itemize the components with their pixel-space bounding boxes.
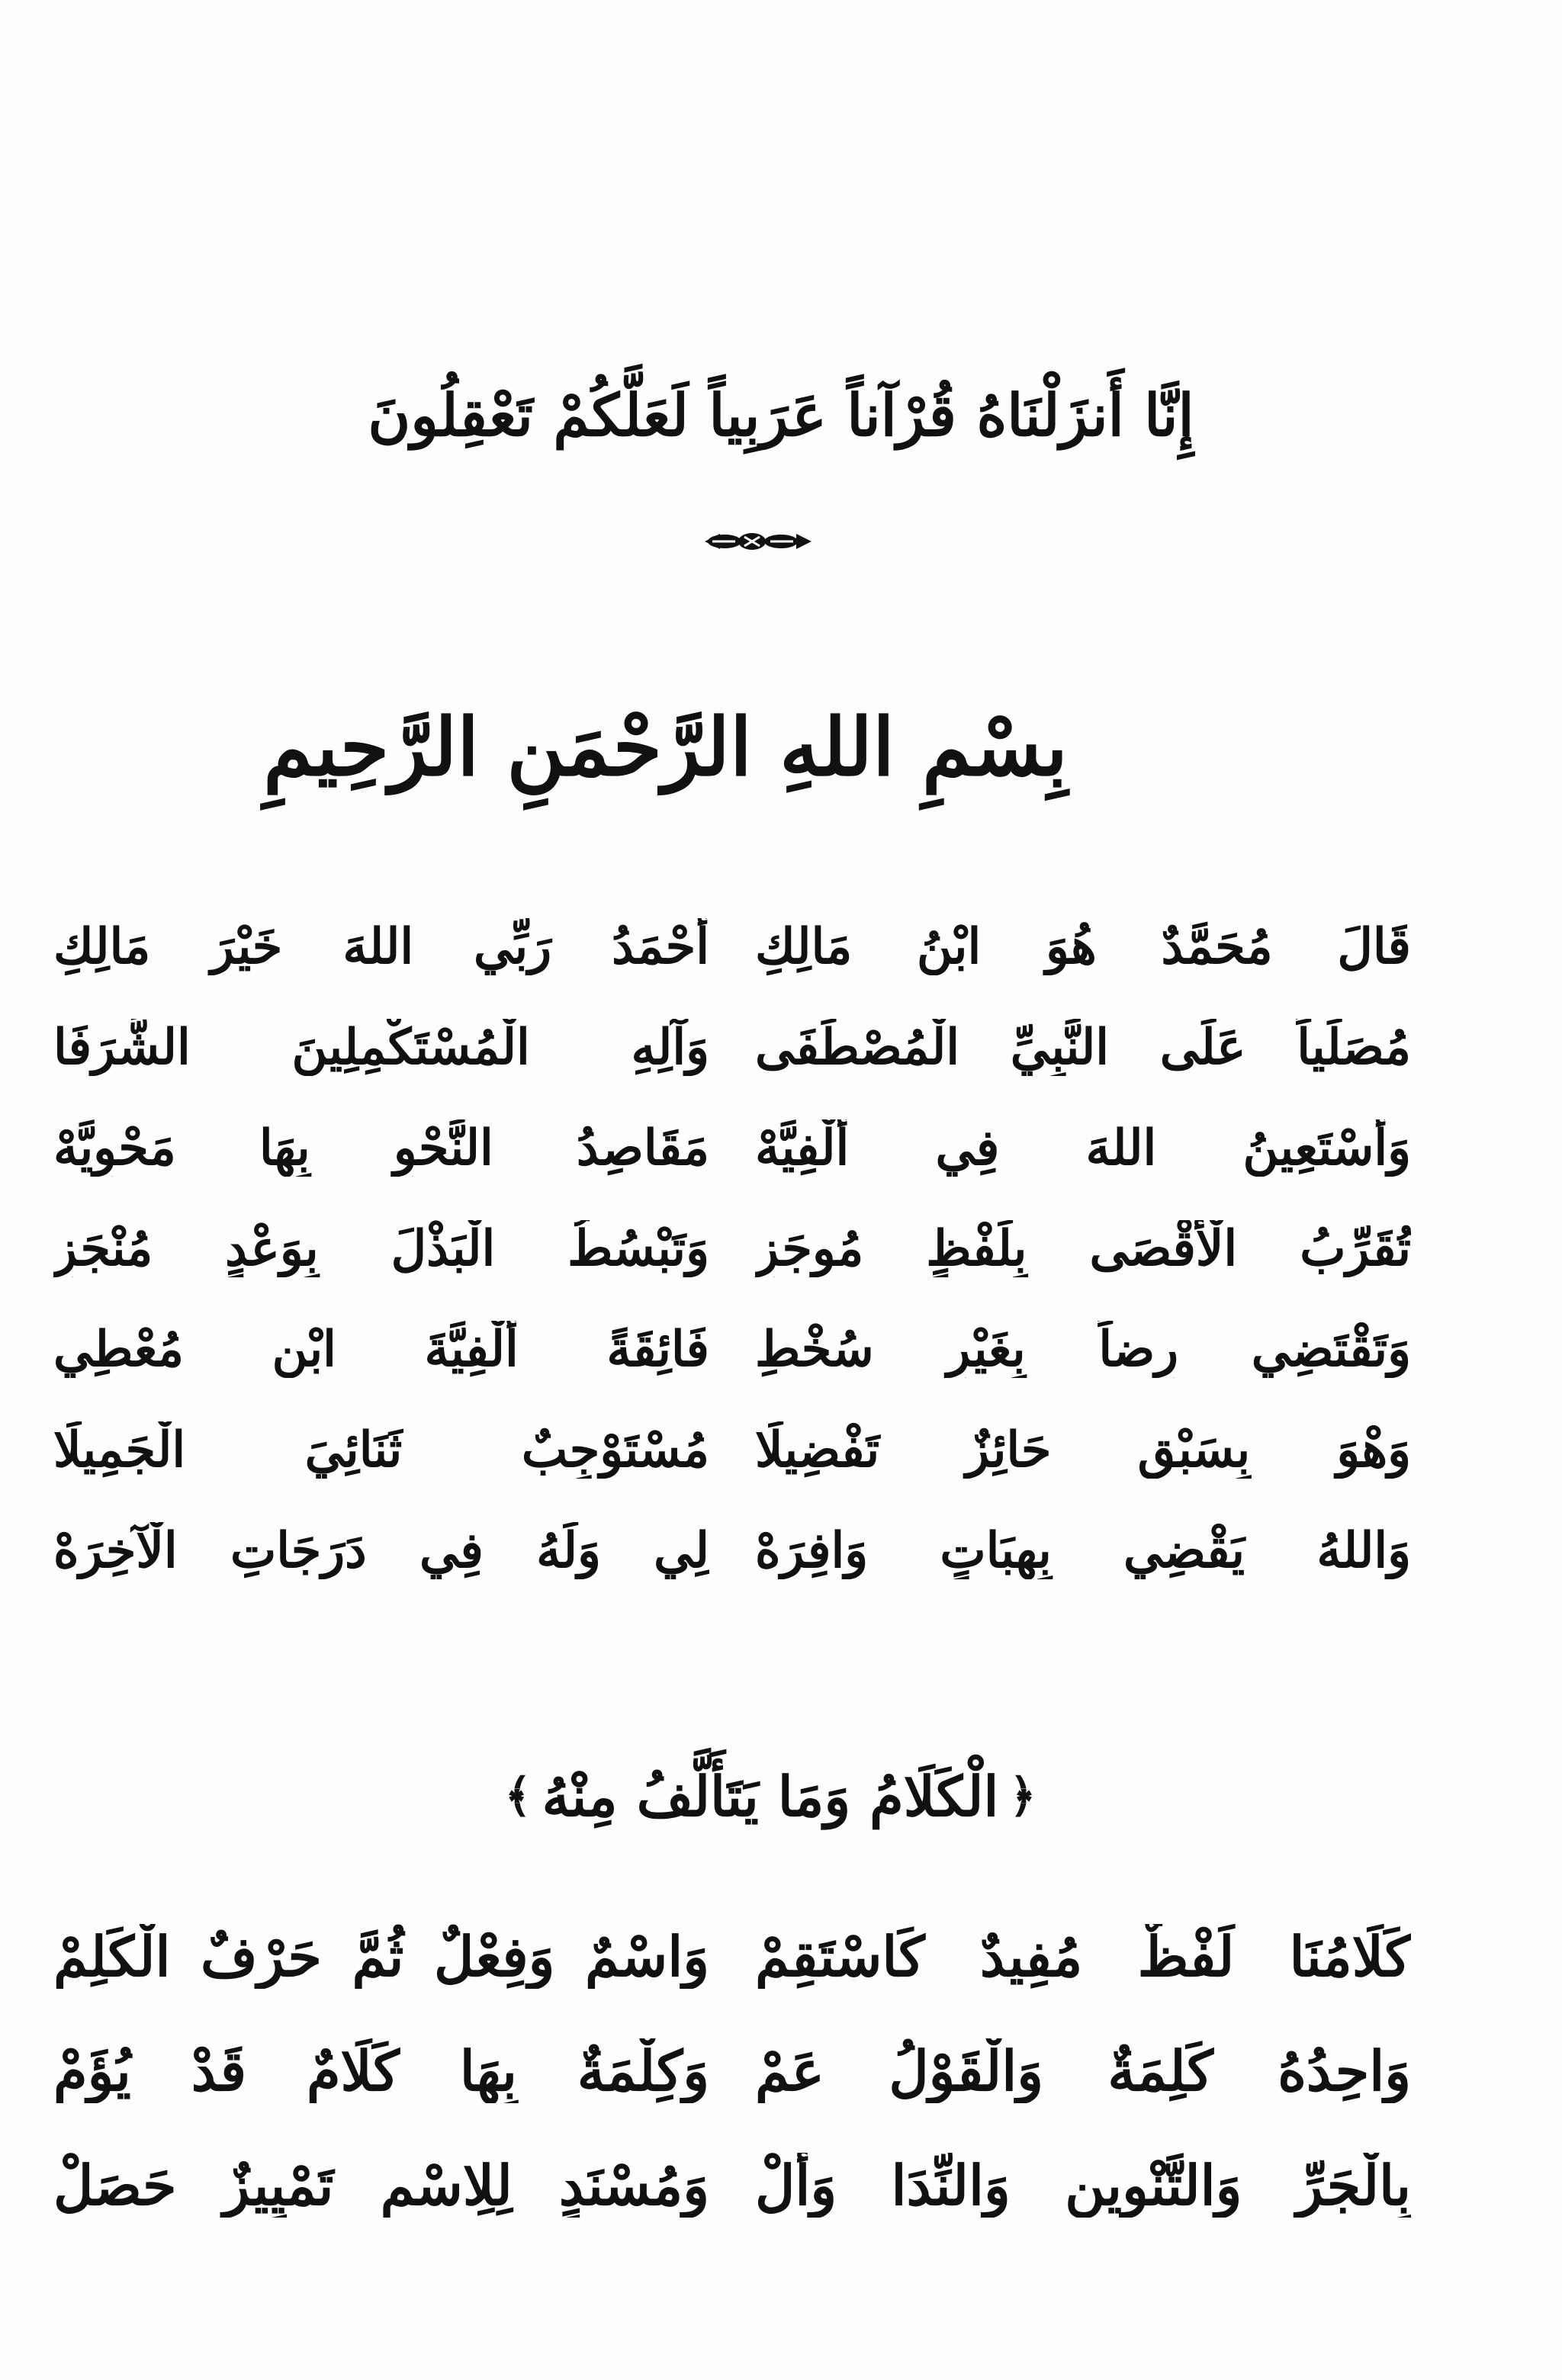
verse-line (53, 1198, 1411, 1299)
verse-first-hemistich: وَاحِدُهُ كَلِمَةٌ وَالْقَوْلُ عَمْ (755, 2038, 1411, 2103)
verse-first-hemistich: كَلَامُنَا لَفْظٌ مُفِيدٌ كَاسْتَقِمْ (755, 1923, 1411, 1989)
verse-first-hemistich: بِالْجَرِّ وَالتَّنْوِينِ وَالنِّدَا وَأَلْ (755, 2152, 1411, 2218)
verse-second-hemistich: مُسْتَوْجِبٌ ثَنَائِيَ الْجَمِيلَا (53, 1421, 709, 1479)
opening-verses (53, 896, 1411, 1601)
ornate-bracket-open-icon: ﴿ (1009, 1769, 1037, 1823)
section-verses (53, 1899, 1411, 2242)
verse-first-hemistich: مُصَلِّياً عَلَى النَّبِيِّ الْمُصْطَفَى (755, 1018, 1411, 1076)
leaf-ornament-icon (705, 525, 812, 558)
quran-verse-heading: إِنَّا أَنزَلْنَاهُ قُرْآناً عَرَبِياً لَعَلَّكُمْ تَعْقِلُونَ (368, 381, 1194, 449)
verse-line (53, 1899, 1411, 2013)
verse-line (53, 2128, 1411, 2242)
verse-line (53, 997, 1411, 1097)
verse-second-hemistich: وَآلِهِ الْمُسْتَكْمِلِينَ الشَّرَفَا (53, 1018, 709, 1076)
verse-second-hemistich: وَكِلْمَةٌ بِهَا كَلَامٌ قَدْ يُؤَمْ (53, 2038, 709, 2103)
verse-line (53, 1399, 1411, 1500)
verse-line (53, 1299, 1411, 1399)
ornate-bracket-close-icon: ﴾ (504, 1769, 532, 1823)
basmala-calligraphy: بِسْمِ اللهِ الرَّحْمَنِ الرَّحِيمِ (263, 700, 1068, 794)
verse-first-hemistich: تُقَرِّبُ الْأَقْصَى بِلَفْظٍ مُوجَزِ (755, 1219, 1411, 1277)
verse-second-hemistich: أَحْمَدُ رَبِّي اللهَ خَيْرَ مَالِكِ (53, 917, 709, 975)
verse-first-hemistich: وَأَسْتَعِينُ اللهَ فِي أَلْفِيَّهْ (755, 1119, 1411, 1177)
verse-first-hemistich: وَهْوَ بِسَبْقٍ حَائِزٌ تَفْضِيلَا (755, 1421, 1411, 1479)
section-heading (427, 1746, 1114, 1845)
verse-line (53, 896, 1411, 997)
verse-first-hemistich: وَاللهُ يَقْضِي بِهِبَاتٍ وَافِرَهْ (755, 1521, 1411, 1579)
verse-line (53, 1097, 1411, 1198)
verse-line (53, 1500, 1411, 1601)
verse-second-hemistich: فَائِقَةً أَلْفِيَّةَ ابْنِ مُعْطِي (53, 1320, 709, 1378)
verse-second-hemistich: لِي وَلَهُ فِي دَرَجَاتِ الْآخِرَهْ (53, 1521, 709, 1579)
section-title: الْكَلَامُ وَمَا يَتَأَلَّفُ مِنْهُ (542, 1763, 999, 1829)
verse-second-hemistich: وَتَبْسُطُ الْبَذْلَ بِوَعْدٍ مُنْجَزِ (53, 1219, 709, 1277)
verse-second-hemistich: مَقَاصِدُ النَّحْوِ بِهَا مَحْوِيَّهْ (53, 1119, 709, 1177)
verse-first-hemistich: وَتَقْتَضِي رِضاً بِغَيْرِ سُخْطِ (755, 1320, 1411, 1378)
verse-second-hemistich: وَمُسْنَدٍ لِلِاسْمِ تَمْيِيزٌ حَصَلْ (53, 2152, 709, 2218)
verse-line (53, 2013, 1411, 2128)
verse-first-hemistich: قَالَ مُحَمَّدٌ هُوَ ابْنُ مَالِكِ (755, 917, 1411, 975)
verse-second-hemistich: وَاسْمٌ وَفِعْلٌ ثُمَّ حَرْفٌ الْكَلِمْ (53, 1923, 709, 1989)
